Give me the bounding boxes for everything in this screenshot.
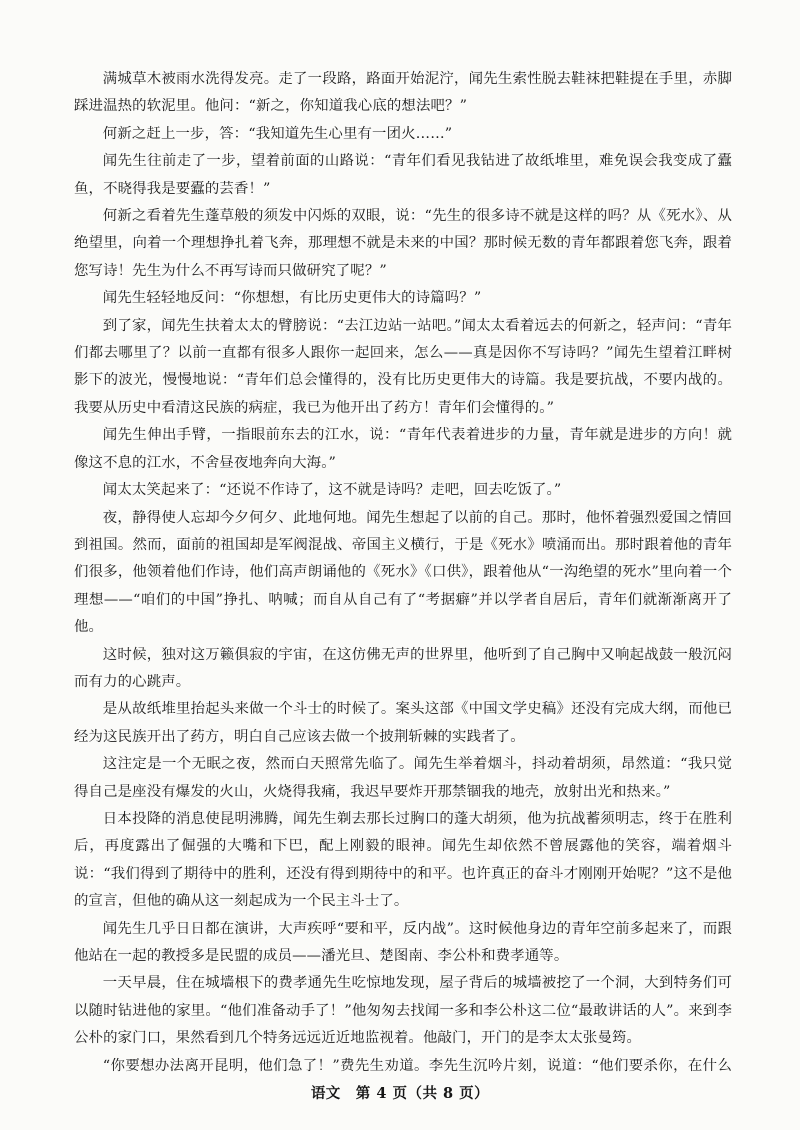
paragraph-14: 闻先生几乎日日都在演讲，大声疾呼“要和平，反内战”。这时候他身边的青年空前多起来了，而跟他站在一起的教授多是民盟的成员——潘光旦、楚图南、李公朴和费孝通等。 <box>74 920 732 964</box>
paragraph-15: 一天早晨，住在城墙根下的费孝通先生吃惊地发现，屋子背后的城墙被挖了一个洞，大到特务们可以随时钻进他的家里。“他们准备动手了！”他匆匆去找闻一多和李公朴这二位“最敢讲话的人”。来到李公朴的家门口，果然看到几个特务远远近近地监视着。他敲门，开门的是李太太张曼筠。 <box>74 975 732 1047</box>
paragraph-3: 闻先生往前走了一步，望着前面的山路说：“青年们看见我钻进了故纸堆里，难免误会我变成了蠹鱼，不晓得我是要蠹的芸香！” <box>74 153 732 197</box>
paragraph-9: 夜，静得使人忘却今夕何夕、此地何地。闻先生想起了以前的自己。那时，他怀着强烈爱国之情回到祖国。然而，面前的祖国却是军阀混战、帝国主义横行，于是《死水》喷涌而出。那时跟着他的青年们很多，他领着他们作诗，他们高声朗诵他的《死水》《口供》，跟着他从“一沟绝望的死水”里向着一个理想——“咱们的中国”挣扎、呐喊；而自从自己有了“考据癖”并以学者自居后，青年们就渐渐离开了他。 <box>74 509 732 636</box>
reading-passage <box>74 66 732 1076</box>
paragraph-7: 闻先生伸出手臂，一指眼前东去的江水，说：“青年代表着进步的力量，青年就是进步的方向！就像这不息的江水，不舍昼夜地奔向大海。” <box>74 427 732 471</box>
paragraph-10: 这时候，独对这万籁俱寂的宇宙，在这仿佛无声的世界里，他听到了自己胸中又响起战鼓一般沉闷而有力的心跳声。 <box>74 646 732 690</box>
paragraph-6: 到了家，闻先生扶着太太的臂膀说：“去江边站一站吧。”闻太太看着远去的何新之，轻声问：“青年们都去哪里了？以前一直都有很多人跟你一起回来，怎么——真是因你不写诗吗？”闻先生望着江畔树影下的波光，慢慢地说：“青年们总会懂得的，没有比历史更伟大的诗篇。我是要抗战，不要内战的。我要从历史中看清这民族的病症，我已为他开出了药方！青年们会懂得的。” <box>74 317 732 416</box>
paragraph-5: 闻先生轻轻地反问：“你想想，有比历史更伟大的诗篇吗？” <box>102 290 482 307</box>
paragraph-12: 这注定是一个无眠之夜，然而白天照常先临了。闻先生举着烟斗，抖动着胡须，昂然道：“我只觉得自己是座没有爆发的火山，火烧得我痛，我迟早要炸开那禁锢我的地壳，放射出光和热来。” <box>74 756 732 800</box>
paragraph-2: 何新之赶上一步，答：“我知道先生心里有一团火……” <box>102 125 453 142</box>
paragraph-4: 何新之看着先生蓬草般的须发中闪烁的双眼，说：“先生的很多诗不就是这样的吗？从《死水》、从绝望里，向着一个理想挣扎着飞奔，那理想不就是未来的中国？那时候无数的青年都跟着您飞奔，跟着您写诗！先生为什么不再写诗而只做研究了呢？” <box>74 208 732 279</box>
paragraph-13: 日本投降的消息使昆明沸腾，闻先生剃去那长过胸口的蓬大胡须，他为抗战蓄须明志，终于在胜利后，再度露出了倔强的大嘴和下巴，配上刚毅的眼神。闻先生却依然不曾展露他的笑容，端着烟斗说：“我们得到了期待中的胜利，还没有得到期待中的和平。也许真正的奋斗才刚刚开始呢？”这不是他的宣言，但他的确从这一刻起成为一个民主斗士了。 <box>74 810 732 910</box>
paragraph-8: 闻太太笑起来了：“还说不作诗了，这不就是诗吗？走吧，回去吃饭了。” <box>102 482 562 499</box>
paragraph-11: 是从故纸堆里抬起头来做一个斗士的时候了。案头这部《中国文学史稿》还没有完成大纲，而他已经为这民族开出了药方，明白自己应该去做一个披荆斩棘的实践者了。 <box>74 701 732 745</box>
paragraph-1: 满城草木被雨水洗得发亮。走了一段路，路面开始泥泞，闻先生索性脱去鞋袜把鞋提在手里，赤脚踩进温热的软泥里。他问：“新之，你知道我心底的想法吧？” <box>74 71 732 115</box>
page-footer: 语文 第 4 页（共 8 页） <box>310 1085 490 1102</box>
paragraph-16: “你要想办法离开昆明，他们急了！”费先生劝道。李先生沉吟片刻，说道：“他们要杀你，在什么 <box>102 1057 732 1074</box>
